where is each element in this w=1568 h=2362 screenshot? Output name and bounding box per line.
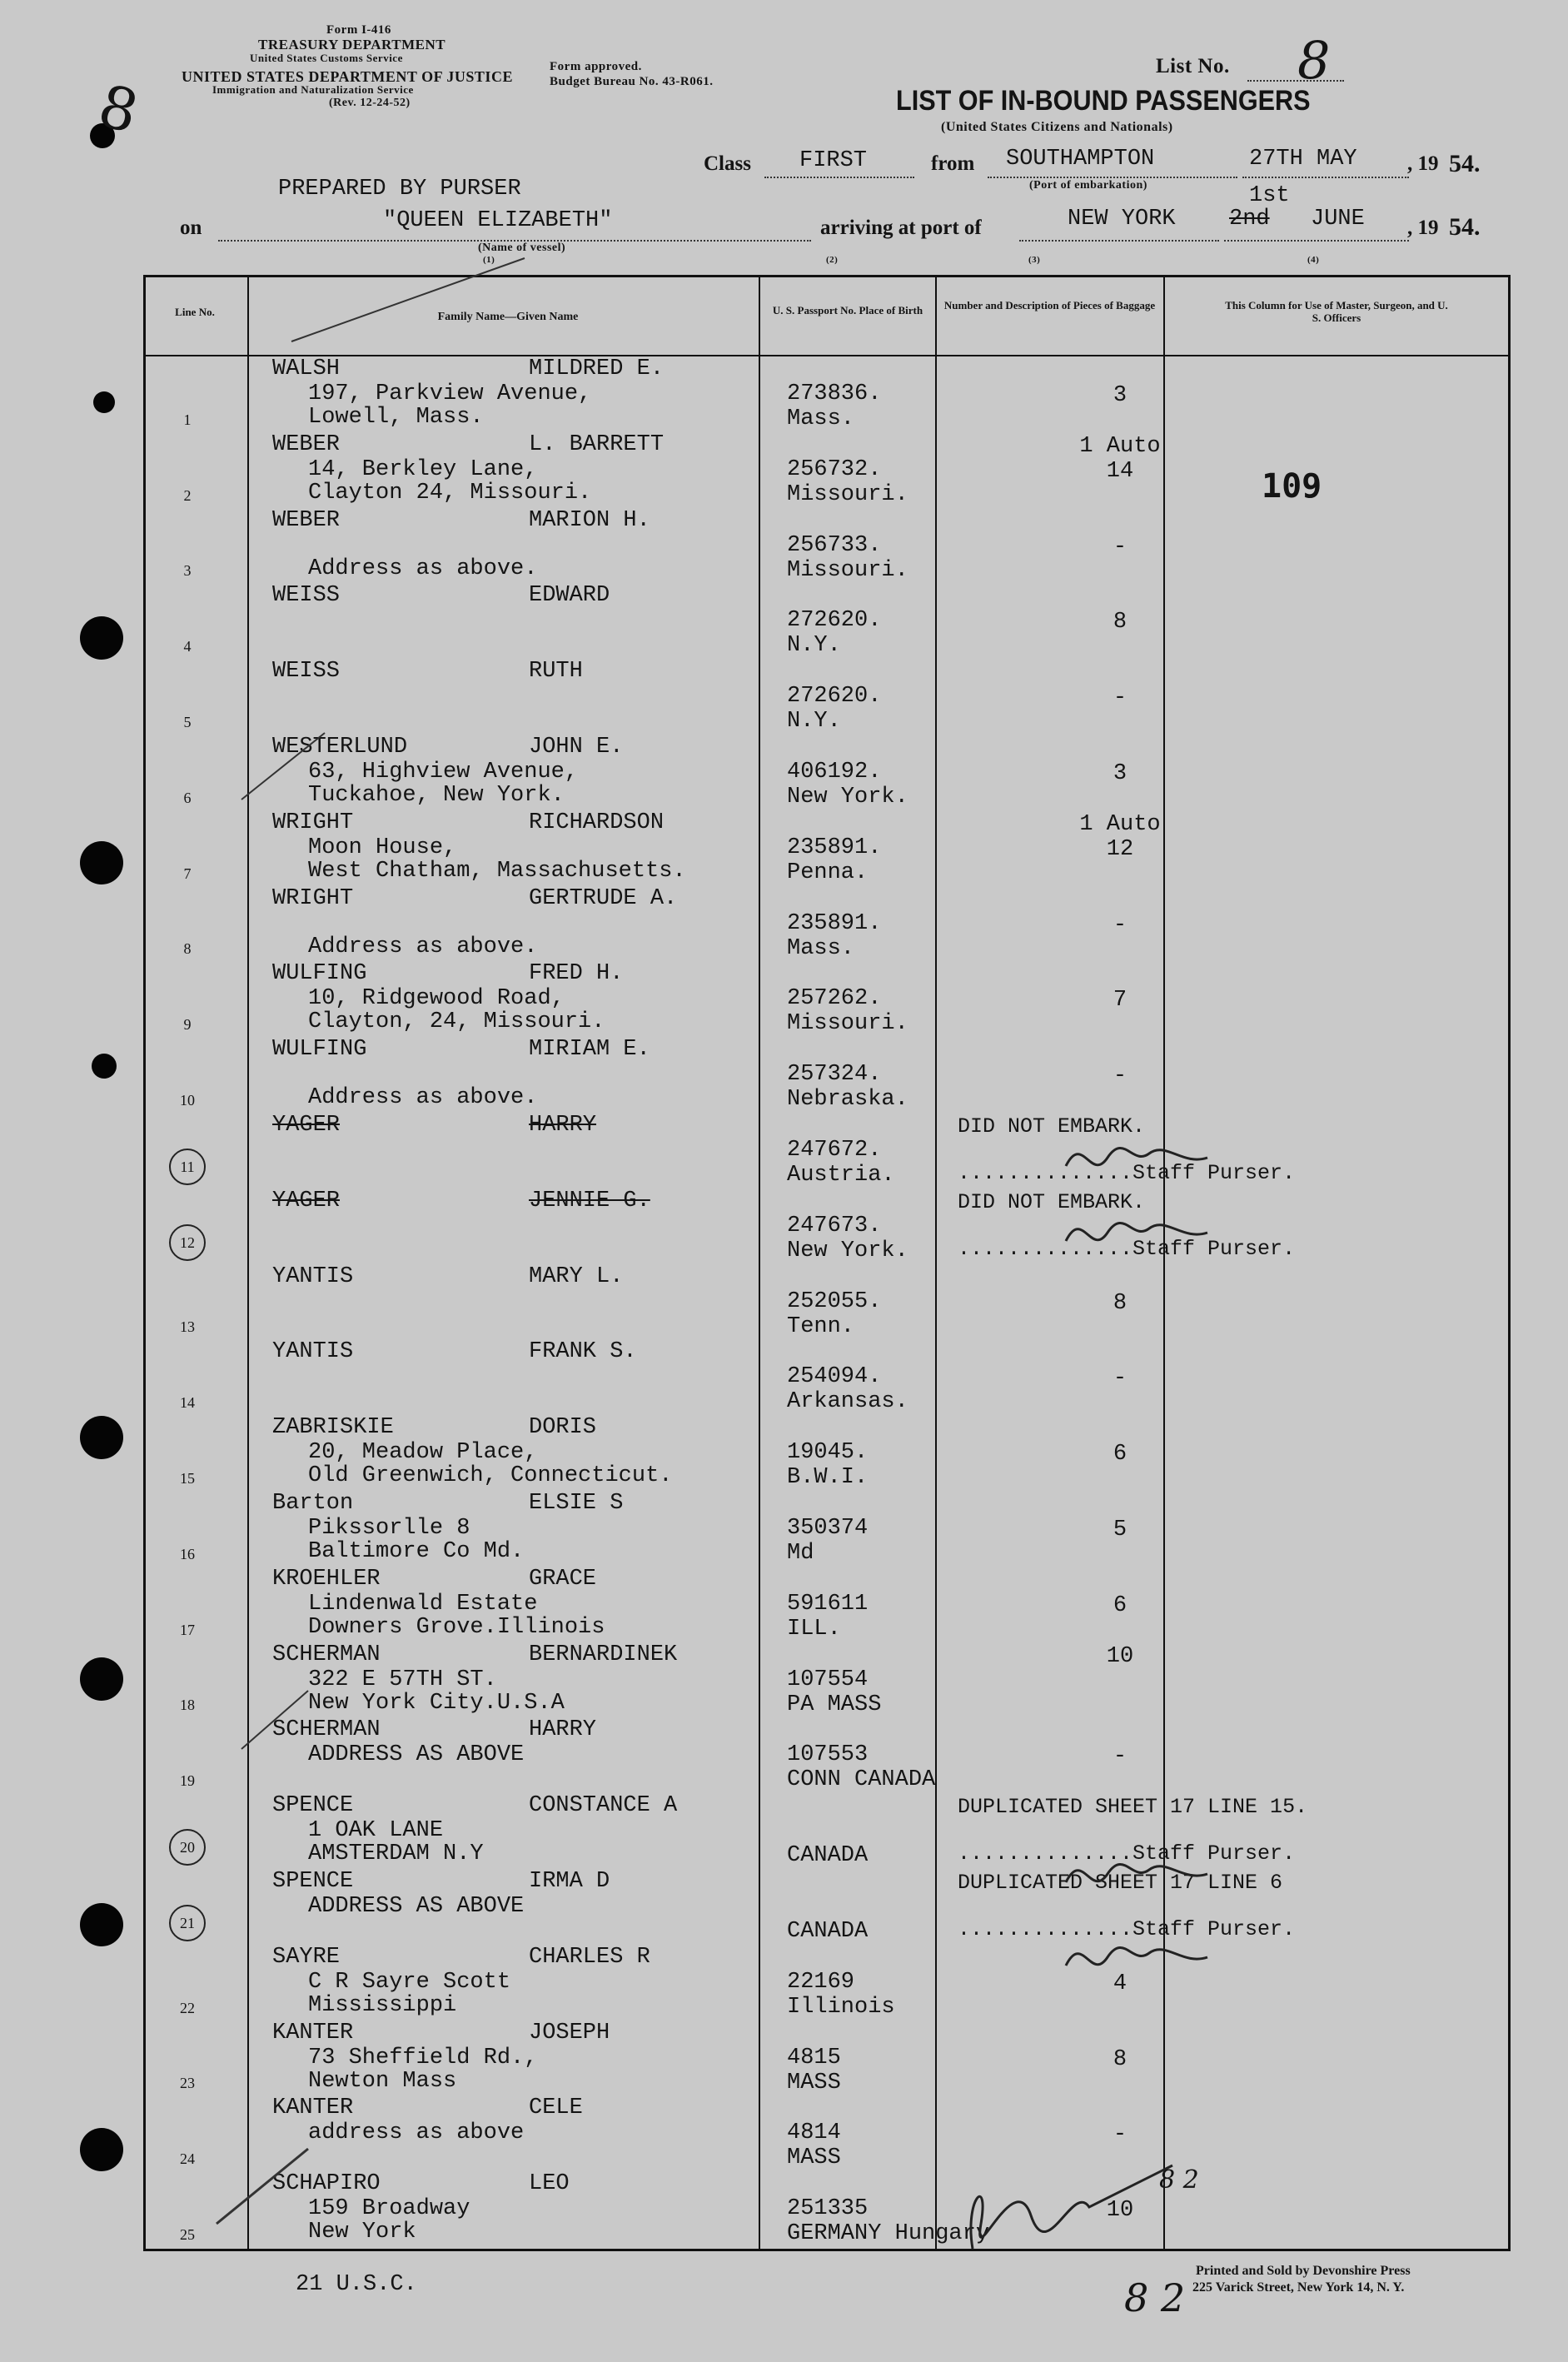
address-line-2: New York xyxy=(308,2220,416,2245)
address-line-1: 159 Broadway xyxy=(308,2196,470,2222)
family-name: WEBER xyxy=(272,507,341,533)
from-label: from xyxy=(931,152,975,175)
address-line-1: Moon House, xyxy=(308,835,457,860)
given-name: DORIS xyxy=(529,1415,597,1441)
passport-number: 254094. xyxy=(787,1364,882,1390)
place-of-birth: N.Y. xyxy=(787,633,841,659)
address-line-1: ADDRESS AS ABOVE xyxy=(308,1742,525,1768)
line-number-text: 14 xyxy=(180,1394,195,1412)
baggage-count: 6 xyxy=(1113,1442,1127,1468)
baggage-count: 4 xyxy=(1113,1971,1127,1996)
family-name: ZABRISKIE xyxy=(272,1415,394,1441)
passport-number: 22169 xyxy=(787,1969,855,1995)
baggage-count: 8 xyxy=(1113,610,1127,635)
customs-service: United States Customs Service xyxy=(250,52,403,64)
place-of-birth: GERMANY Hungary xyxy=(787,2221,990,2247)
binder-hole xyxy=(92,1054,117,1079)
family-name: KANTER xyxy=(272,2095,354,2121)
line-number-text: 15 xyxy=(180,1469,195,1487)
form-number: Form I-416 xyxy=(326,23,391,37)
place-of-birth: Arkansas. xyxy=(787,1389,908,1415)
bottom-signature xyxy=(956,2149,1189,2257)
given-name: RICHARDSON xyxy=(529,810,665,835)
justice-dept: UNITED STATES DEPARTMENT OF JUSTICE xyxy=(182,68,513,85)
family-name: WESTERLUND xyxy=(272,735,408,760)
embark-date: 27TH MAY xyxy=(1249,147,1357,172)
given-name: MARION H. xyxy=(529,507,650,533)
binder-hole xyxy=(80,616,123,660)
passport-number: 4815 xyxy=(787,2045,841,2070)
address-line-2: AMSTERDAM N.Y xyxy=(308,1841,484,1867)
family-name: KANTER xyxy=(272,2020,354,2046)
place-of-birth: Missouri. xyxy=(787,557,908,583)
place-of-birth: New York. xyxy=(787,1238,908,1263)
place-of-birth: Penna. xyxy=(787,860,869,885)
place-of-birth: N.Y. xyxy=(787,709,841,735)
purser-signoff: ..............Staff Purser. xyxy=(958,1236,1296,1261)
on-label: on xyxy=(180,217,202,239)
place-of-birth: MASS xyxy=(787,2145,841,2171)
given-name: JOHN E. xyxy=(529,735,624,760)
line-number-text: 16 xyxy=(180,1545,195,1562)
page-title: LIST OF IN-BOUND PASSENGERS xyxy=(896,85,1311,117)
col-name: Family Name—Given Name xyxy=(437,311,579,323)
purser-signatures xyxy=(1058,1133,1274,2007)
corner-mark: 8 xyxy=(92,71,146,147)
given-name: LEO xyxy=(529,2171,570,2197)
line-number-text: 2 xyxy=(183,486,192,504)
baggage-count: 8 xyxy=(1113,1290,1127,1316)
baggage-count: 5 xyxy=(1113,1517,1127,1542)
ins-service: Immigration and Naturalization Service xyxy=(212,83,414,96)
family-name: SCHERMAN xyxy=(272,1642,381,1667)
purser-signoff: ..............Staff Purser. xyxy=(958,1161,1296,1185)
family-name: WULFING xyxy=(272,961,367,987)
given-name: CHARLES R xyxy=(529,1944,650,1970)
address-line-2: Clayton 24, Missouri. xyxy=(308,480,592,506)
port-embark-caption: (Port of embarkation) xyxy=(1029,179,1147,192)
tally-mark-2: 8 2 xyxy=(1159,2165,1199,2195)
line-number-text: 20 xyxy=(169,1829,206,1866)
line-number-text: 18 xyxy=(180,1697,195,1714)
baggage-count: - xyxy=(1113,1064,1127,1089)
col4-caption: (4) xyxy=(1307,255,1320,265)
printer-line2: 225 Varick Street, New York 14, N. Y. xyxy=(1192,2280,1405,2295)
given-name: MARY L. xyxy=(529,1263,624,1289)
binder-hole xyxy=(80,1416,123,1459)
address-line-2: Baltimore Co Md. xyxy=(308,1539,525,1564)
family-name: YANTIS xyxy=(272,1263,354,1289)
line-number-text: 5 xyxy=(183,713,192,730)
family-name: WRIGHT xyxy=(272,810,354,835)
baggage-count: 7 xyxy=(1113,988,1127,1014)
given-name: HARRY xyxy=(529,1717,597,1743)
family-name: SCHERMAN xyxy=(272,1717,381,1743)
form-approved: Form approved. xyxy=(550,60,642,73)
tally-mark: 8 2 xyxy=(1124,2275,1186,2320)
family-name: WULFING xyxy=(272,1037,367,1063)
arrival-day-struck: 2nd xyxy=(1229,207,1270,232)
col1-caption: (1) xyxy=(483,255,495,265)
address-line-1: 322 E 57TH ST. xyxy=(308,1667,497,1692)
address-line-2: Downers Grove.Illinois xyxy=(308,1614,605,1640)
form-revision: (Rev. 12-24-52) xyxy=(329,97,411,109)
address-line-1: address as above xyxy=(308,2120,525,2146)
officer-note: 109 xyxy=(1262,467,1322,506)
address-line-1: 73 Sheffield Rd., xyxy=(308,2045,538,2070)
place-of-birth: PA MASS xyxy=(787,1692,882,1717)
arrival-month: JUNE xyxy=(1311,207,1365,232)
check-marks xyxy=(192,250,541,2249)
col2-caption: (2) xyxy=(826,255,839,265)
given-name: MILDRED E. xyxy=(529,356,665,381)
given-name: BERNARDINEK xyxy=(529,1642,678,1667)
given-name: HARRY xyxy=(529,1113,597,1138)
place-of-birth: Mass. xyxy=(787,935,855,961)
passport-number: 257262. xyxy=(787,986,882,1012)
col-passport: U. S. Passport No. Place of Birth xyxy=(772,304,923,316)
address-line-1: 197, Parkview Avenue, xyxy=(308,381,592,406)
line-number-text: 7 xyxy=(183,865,192,882)
statute: 21 U.S.C. xyxy=(296,2272,417,2297)
family-name: SAYRE xyxy=(272,1944,341,1970)
passport-number: 247672. xyxy=(787,1138,882,1163)
family-name: WRIGHT xyxy=(272,885,354,911)
line-number-text: 8 xyxy=(183,940,192,958)
printer-line1: Printed and Sold by Devonshire Press xyxy=(1196,2264,1411,2278)
given-name: FRED H. xyxy=(529,961,624,987)
address-line-2: Old Greenwich, Connecticut. xyxy=(308,1463,673,1489)
address-line-1: ADDRESS AS ABOVE xyxy=(308,1894,525,1919)
place-of-birth: Austria. xyxy=(787,1163,895,1188)
place-of-birth: Illinois xyxy=(787,1994,895,2020)
given-name: RUTH xyxy=(529,659,583,685)
place-of-birth: CANADA xyxy=(787,1919,869,1944)
address-line-1: 10, Ridgewood Road, xyxy=(308,986,565,1012)
baggage-count: 14 xyxy=(1106,458,1134,484)
baggage-count: 6 xyxy=(1113,1592,1127,1618)
line-number-text: 19 xyxy=(180,1772,195,1790)
prepared-by: PREPARED BY PURSER xyxy=(278,177,521,202)
place-of-birth: Tenn. xyxy=(787,1313,855,1339)
passport-number: 406192. xyxy=(787,760,882,785)
remark: DID NOT EMBARK. xyxy=(958,1114,1146,1139)
place-of-birth: MASS xyxy=(787,2070,841,2095)
family-name: YANTIS xyxy=(272,1339,354,1365)
passport-number: 272620. xyxy=(787,608,882,634)
line-number-text: 21 xyxy=(169,1905,206,1941)
budget-bureau: Budget Bureau No. 43-R061. xyxy=(550,75,714,88)
place-of-birth: Md xyxy=(787,1541,814,1566)
binder-hole xyxy=(80,1657,123,1701)
passport-number: 107554 xyxy=(787,1667,869,1692)
col3-caption: (3) xyxy=(1028,255,1041,265)
passport-number: 591611 xyxy=(787,1591,869,1617)
baggage-extra: 10 xyxy=(1106,1643,1134,1669)
class-label: Class xyxy=(704,152,751,175)
place-of-birth: B.W.I. xyxy=(787,1465,869,1491)
year2: 54. xyxy=(1449,213,1481,241)
family-name: YAGER xyxy=(272,1188,341,1213)
passport-number: 257324. xyxy=(787,1062,882,1088)
line-number-text: 6 xyxy=(183,789,192,806)
address-line-2: Tuckahoe, New York. xyxy=(308,783,565,808)
binder-hole xyxy=(93,391,115,413)
address-line-2: Mississippi xyxy=(308,1992,457,2018)
passport-number: 247673. xyxy=(787,1213,882,1238)
passport-number: 252055. xyxy=(787,1288,882,1314)
given-name: GRACE xyxy=(529,1566,597,1592)
passport-number: 272620. xyxy=(787,684,882,710)
given-name: GERTRUDE A. xyxy=(529,885,678,911)
address-line-1: 20, Meadow Place, xyxy=(308,1440,538,1466)
baggage-count: - xyxy=(1113,1744,1127,1770)
address-line-2: New York City.U.S.A xyxy=(308,1690,565,1716)
place-of-birth: ILL. xyxy=(787,1616,841,1642)
year1-prefix: , 19 xyxy=(1407,152,1439,175)
place-of-birth: CANADA xyxy=(787,1843,869,1869)
baggage-extra: 1 Auto xyxy=(1079,433,1161,459)
baggage-count: - xyxy=(1113,534,1127,560)
passport-number: 350374 xyxy=(787,1516,869,1541)
col-baggage: Number and Description of Pieces of Baggage xyxy=(943,299,1156,311)
binder-hole xyxy=(80,1903,123,1946)
passport-number: 235891. xyxy=(787,910,882,936)
arrival-day: 1st xyxy=(1249,183,1290,208)
baggage-count: - xyxy=(1113,2122,1127,2148)
address-line-1: 1 OAK LANE xyxy=(308,1818,444,1844)
line-number-text: 25 xyxy=(180,2225,195,2243)
family-name: WALSH xyxy=(272,356,341,381)
address-line-2: Address as above. xyxy=(308,934,538,959)
vessel-name: "QUEEN ELIZABETH" xyxy=(383,208,613,233)
address-line-1: 14, Berkley Lane, xyxy=(308,456,538,482)
line-number-text: 22 xyxy=(180,1999,195,2016)
passport-number: 19045. xyxy=(787,1440,869,1466)
passport-number: 4814 xyxy=(787,2120,841,2146)
given-name: JOSEPH xyxy=(529,2020,610,2046)
list-no-label: List No. xyxy=(1156,55,1230,77)
line-number-text: 1 xyxy=(183,411,192,428)
list-no-value: 8 xyxy=(1297,30,1331,91)
family-name: YAGER xyxy=(272,1113,341,1138)
line-number-text: 11 xyxy=(169,1149,206,1185)
given-name: CONSTANCE A xyxy=(529,1793,678,1819)
line-number-text: 23 xyxy=(180,2075,195,2092)
family-name: SPENCE xyxy=(272,1869,354,1894)
year2-prefix: , 19 xyxy=(1407,217,1439,239)
address-line-1: 63, Highview Avenue, xyxy=(308,760,579,785)
line-number-text: 3 xyxy=(183,562,192,580)
passport-number: 107553 xyxy=(787,1742,869,1768)
given-name: ELSIE S xyxy=(529,1491,624,1516)
from-port: SOUTHAMPTON xyxy=(1006,147,1155,172)
col-officers: This Column for Use of Master, Surgeon, and U. S. Officers xyxy=(1225,299,1448,324)
page-subtitle: (United States Citizens and Nationals) xyxy=(941,120,1173,134)
family-name: SPENCE xyxy=(272,1793,354,1819)
place-of-birth: Missouri. xyxy=(787,481,908,507)
address-line-1: C R Sayre Scott xyxy=(308,1969,511,1995)
family-name: WEISS xyxy=(272,583,341,609)
place-of-birth: Nebraska. xyxy=(787,1087,908,1113)
given-name: JENNIE G. xyxy=(529,1188,650,1213)
place-of-birth: New York. xyxy=(787,785,908,810)
line-number-text: 4 xyxy=(183,638,192,655)
address-line-2: West Chatham, Massachusetts. xyxy=(308,858,686,884)
binder-hole xyxy=(80,841,123,885)
family-name: Barton xyxy=(272,1491,354,1516)
given-name: EDWARD xyxy=(529,583,610,609)
arriving-label: arriving at port of xyxy=(820,217,982,239)
place-of-birth: CONN CANADA xyxy=(787,1767,936,1793)
passport-number: 256732. xyxy=(787,456,882,482)
col-line-no: Line No. xyxy=(175,306,215,318)
year1: 54. xyxy=(1449,150,1481,177)
remark: DUPLICATED SHEET 17 LINE 15. xyxy=(958,1795,1308,1820)
baggage-count: 12 xyxy=(1106,836,1134,862)
passport-number: 273836. xyxy=(787,381,882,406)
line-number-text: 24 xyxy=(180,2150,195,2168)
family-name: SCHAPIRO xyxy=(272,2171,381,2197)
passport-number: 256733. xyxy=(787,532,882,558)
passport-number: 235891. xyxy=(787,835,882,860)
family-name: KROEHLER xyxy=(272,1566,381,1592)
baggage-count: - xyxy=(1113,685,1127,711)
given-name: L. BARRETT xyxy=(529,431,665,457)
line-number-text: 17 xyxy=(180,1621,195,1638)
address-line-2: Clayton, 24, Missouri. xyxy=(308,1009,605,1035)
address-line-2: Newton Mass xyxy=(308,2068,457,2094)
baggage-count: 8 xyxy=(1113,2046,1127,2072)
baggage-count: 10 xyxy=(1106,2198,1134,2224)
purser-signoff: ..............Staff Purser. xyxy=(958,1841,1296,1866)
baggage-count: 3 xyxy=(1113,761,1127,786)
purser-signoff: ..............Staff Purser. xyxy=(958,1917,1296,1941)
given-name: MIRIAM E. xyxy=(529,1037,650,1063)
remark: DUPLICATED SHEET 17 LINE 6 xyxy=(958,1871,1283,1895)
binder-hole xyxy=(80,2128,123,2171)
address-line-2: Address as above. xyxy=(308,556,538,581)
address-line-2: Lowell, Mass. xyxy=(308,405,484,430)
class-value: FIRST xyxy=(799,148,868,173)
family-name: WEBER xyxy=(272,431,341,457)
family-name: WEISS xyxy=(272,659,341,685)
given-name: IRMA D xyxy=(529,1869,610,1894)
vessel-caption: (Name of vessel) xyxy=(478,242,566,254)
line-number-text: 13 xyxy=(180,1318,195,1336)
passport-number: 251335 xyxy=(787,2196,869,2222)
address-line-2: Address as above. xyxy=(308,1085,538,1111)
given-name: FRANK S. xyxy=(529,1339,637,1365)
address-line-1: Lindenwald Estate xyxy=(308,1591,538,1617)
line-number-text: 9 xyxy=(183,1016,192,1034)
place-of-birth: Mass. xyxy=(787,406,855,431)
baggage-count: 3 xyxy=(1113,383,1127,408)
line-number-text: 10 xyxy=(180,1091,195,1109)
baggage-count: - xyxy=(1113,1366,1127,1392)
place-of-birth: Missouri. xyxy=(787,1011,908,1037)
treasury-dept: TREASURY DEPARTMENT xyxy=(258,37,446,52)
baggage-extra: 1 Auto xyxy=(1079,811,1161,837)
line-number-text: 12 xyxy=(169,1224,206,1261)
given-name: CELE xyxy=(529,2095,583,2121)
remark: DID NOT EMBARK. xyxy=(958,1189,1146,1214)
address-line-1: Pikssorlle 8 xyxy=(308,1516,470,1541)
arrival-port: NEW YORK xyxy=(1068,207,1176,232)
baggage-count: - xyxy=(1113,912,1127,938)
